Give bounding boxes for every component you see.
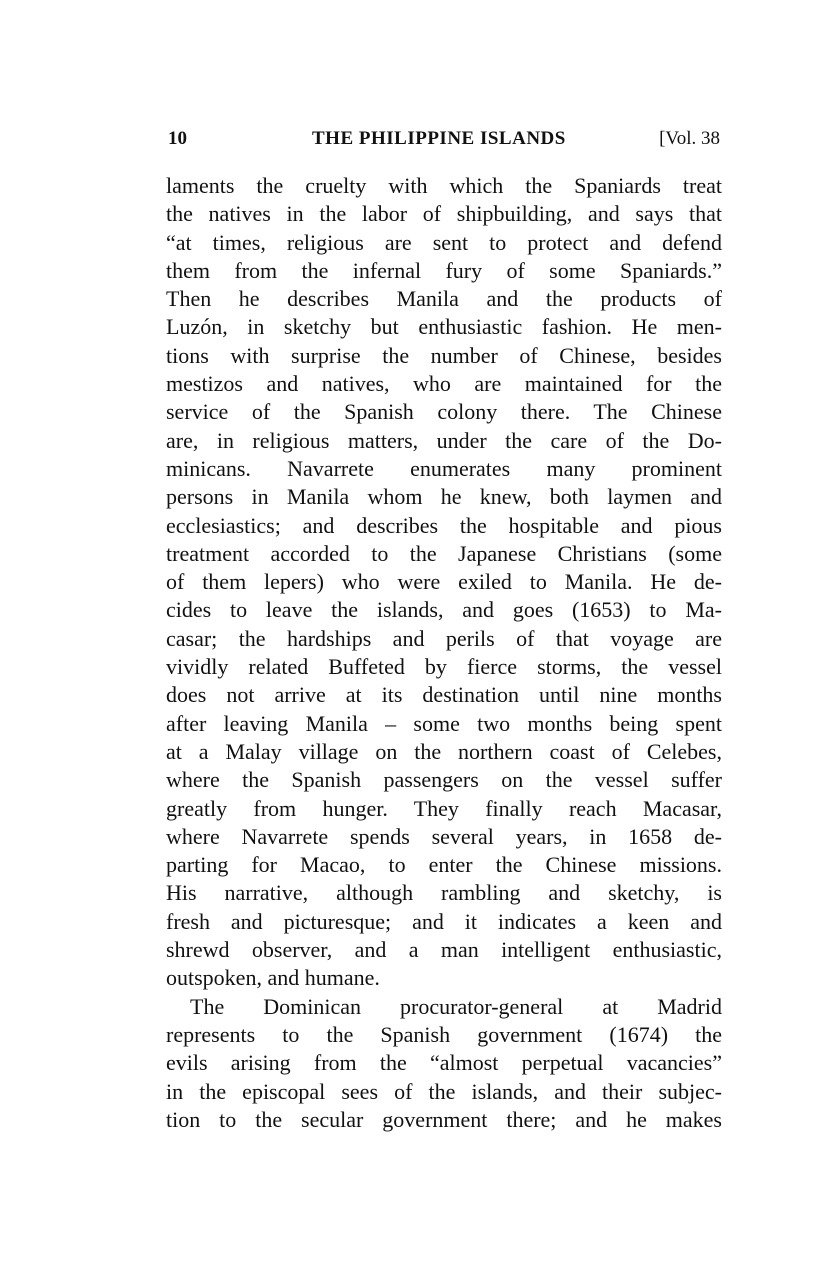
text-line: The Dominican procurator-general at Madrid — [190, 993, 722, 1019]
text-line: mestizos and natives, who are maintained for the — [166, 371, 722, 397]
text-line: ecclesiastics; and describes the hospitable and pious — [166, 512, 722, 538]
text-line: greatly from hunger. They finally reach Macasar, — [166, 795, 722, 821]
body-text — [166, 172, 722, 1134]
running-head — [168, 128, 720, 156]
text-line: tion to the secular government there; and he makes — [166, 1106, 722, 1132]
text-line: in the episcopal sees of the islands, and their subjec- — [166, 1078, 722, 1104]
text-line: minicans. Navarrete enumerates many prominent — [166, 455, 722, 481]
text-line: parting for Macao, to enter the Chinese missions. — [166, 852, 722, 878]
text-line: treatment accorded to the Japanese Christians (some — [166, 540, 722, 566]
text-line: casar; the hardships and perils of that voyage are — [166, 625, 722, 651]
text-line: after leaving Manila – some two months being spent — [166, 710, 722, 736]
text-line: Then he describes Manila and the products of — [166, 286, 722, 312]
text-line: cides to leave the islands, and goes (1653) to Ma- — [166, 597, 722, 623]
text-line: of them lepers) who were exiled to Manila. He de- — [166, 569, 722, 595]
text-line: His narrative, although rambling and sketchy, is — [166, 880, 722, 906]
page-number: 10 — [168, 128, 187, 149]
text-line: vividly related Buffeted by fierce storms, the vessel — [166, 654, 722, 680]
text-line: shrewd observer, and a man intelligent enthusiastic, — [166, 937, 722, 963]
text-line: persons in Manila whom he knew, both laymen and — [166, 484, 722, 510]
text-line: at a Malay village on the northern coast of Celebes, — [166, 738, 722, 764]
text-line: where Navarrete spends several years, in 1658 de- — [166, 823, 722, 849]
text-line: Luzón, in sketchy but enthusiastic fashion. He men- — [166, 314, 722, 340]
text-line: the natives in the labor of shipbuilding, and says that — [166, 201, 722, 227]
text-line: where the Spanish passengers on the vessel suffer — [166, 767, 722, 793]
text-line: evils arising from the “almost perpetual vacancies” — [166, 1050, 722, 1076]
running-title: THE PHILIPPINE ISLANDS — [312, 128, 566, 149]
text-line: are, in religious matters, under the care of the Do- — [166, 427, 722, 453]
text-line: fresh and picturesque; and it indicates a keen and — [166, 908, 722, 934]
text-line: outspoken, and humane. — [166, 965, 380, 991]
text-line: does not arrive at its destination until nine months — [166, 682, 722, 708]
text-line: them from the infernal fury of some Spaniards.” — [166, 257, 722, 283]
text-line: laments the cruelty with which the Spaniards treat — [166, 173, 722, 198]
volume-label: [Vol. 38 — [659, 128, 720, 149]
text-line: tions with surprise the number of Chinese, besides — [166, 342, 722, 368]
text-line: represents to the Spanish government (1674) the — [166, 1021, 722, 1047]
text-line: service of the Spanish colony there. The Chinese — [166, 399, 722, 425]
text-line: “at times, religious are sent to protect and defend — [166, 229, 722, 255]
